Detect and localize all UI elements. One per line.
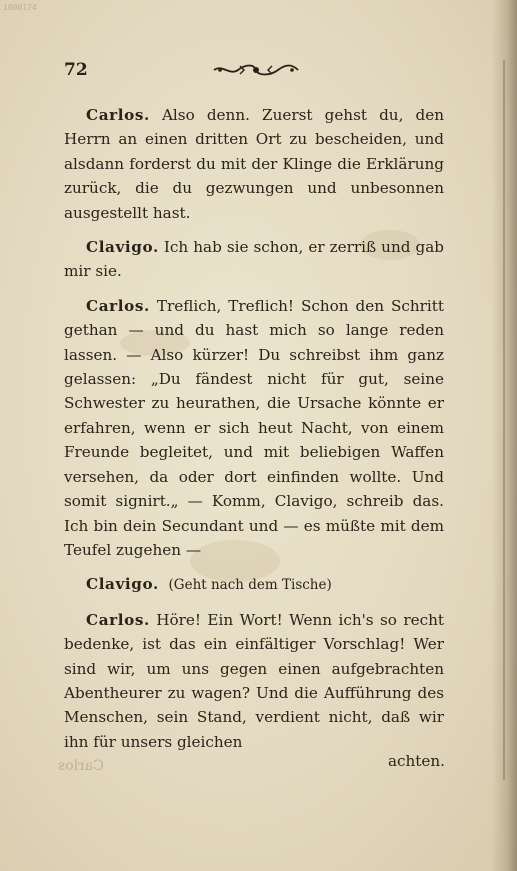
library-stamp: 1000174 (3, 3, 37, 12)
page-number: 72 (64, 60, 88, 80)
page-edge-shadow (491, 0, 517, 871)
catchword: achten. (387, 752, 445, 770)
dialogue-paragraph (64, 608, 444, 754)
dialogue-paragraph (64, 103, 444, 225)
stage-direction: (Geht nach dem Tische) (168, 577, 332, 594)
show-through-text: Carlos (58, 758, 104, 774)
body-text (64, 103, 444, 754)
dialogue-text: Höre! Ein Wort! Wenn ich's so recht bedenke, ist das ein einfältiger Vorschlag! Wer sind wir, um uns gegen einen aufgebrachten Abentheurer zu wagen? Und die Aufführung des Menschen, sein Stand, verdient nicht, daß wir ihn für unsers gleichen (64, 610, 444, 751)
dialogue-text: Treflich, Treflich! Schon den Schritt gethan — und du hast mich so lange reden lassen. — Also kürzer! Du schreibst ihm ganz gelassen: „Du fändest nicht für gut, seine Schwester zu heurathen, die Ursache könnte er erfahren, wenn er sich heut Nacht, von einem Freunde begleitet, und mit beliebigen Waffen versehen, da oder dort einfinden wollte. Und somit signirt.„ — Komm, Clavigo, schreib das. Ich bin dein Secundant und — es müßte mit dem Teufel zugehen — (64, 296, 444, 559)
speaker-name: Carlos. (86, 610, 150, 629)
dialogue-text: Also denn. Zuerst gehst du, den Herrn an einen dritten Ort zu bescheiden, und alsdann forderst du mit der Klinge die Erklärung zurück, die du gezwungen und unbesonnen ausgestellt hast. (64, 106, 444, 222)
dialogue-paragraph (64, 572, 444, 597)
speaker-name: Carlos. (86, 106, 150, 124)
dialogue-text: Ich hab sie schon, er zerriß und gab mir sie. (64, 238, 444, 281)
dialogue-paragraph (64, 235, 444, 284)
ornament-icon (210, 62, 302, 78)
dialogue-paragraph (64, 294, 444, 562)
speaker-name: Carlos. (86, 296, 150, 315)
speaker-name: Clavigo. (86, 575, 159, 594)
speaker-name: Clavigo. (86, 238, 159, 257)
